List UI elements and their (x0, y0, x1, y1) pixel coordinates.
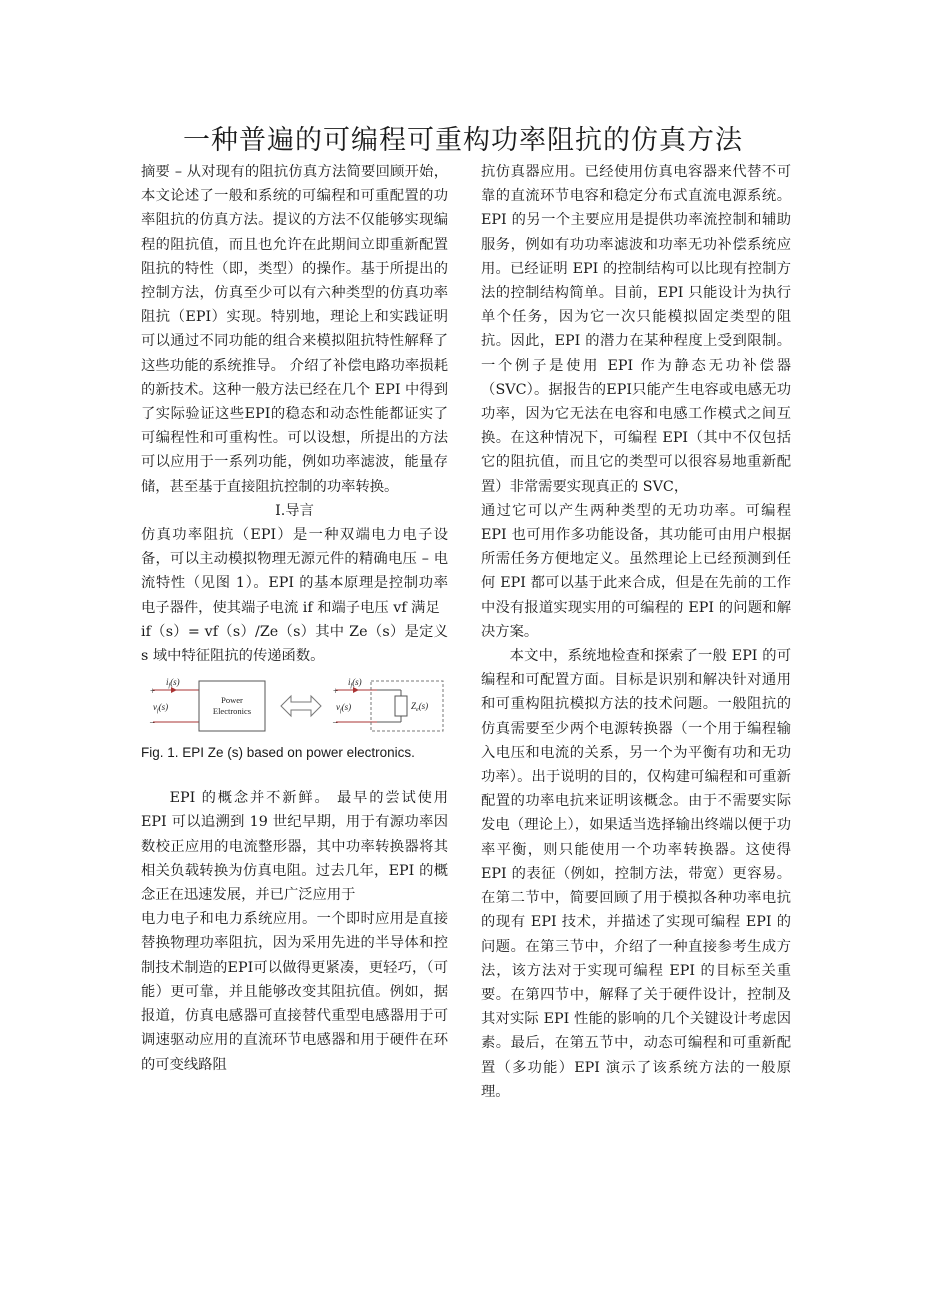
figure-1-caption: Fig. 1. EPI Ze (s) based on power electronics. (141, 745, 415, 761)
figure-left-current-label: $i_f(s)$ (166, 678, 180, 690)
figure-left-minus: – (150, 717, 155, 728)
figure-right-voltage-label: $v_f(s)$ (336, 702, 352, 715)
intro-paragraph-2: if（s）= vf（s）/Ze（s）其中 Ze（s）是定义 s 域中特征阻抗的传递函数。 (141, 623, 448, 665)
paragraph-right-1: 抗仿真器应用。已经使用仿真电容器来代替不可靠的直流环节电容和稳定分布式直流电源系统。EPI 的另一个主要应用是提供功率流控制和辅助服务，例如有功功率滤波和功率无功补偿系统应用。已经证明 EPI 的控制结构可以比现有控制方法的控制结构简单。目前，EPI 只能设计为执行单个任务，因为它一次只能模拟固定类型的阻抗。因此，EPI 的潜力在某种程度上受到限制。一个例子是使用 EPI 作为静态无功补偿器（SVC）。据报告的EPI只能产生电容或电感无功功率，因为它无法在电容和电感工作模式之间互换。在这种情况下，可编程 EPI（其中不仅包括它的阻抗值，而且它的类型可以很容易地重新配置）非常需要实现真正的 SVC， (481, 164, 791, 495)
paragraph-epi-concept: EPI 的概念并不新鲜。 最早的尝试使用 EPI 可以追溯到 19 世纪早期，用于有源功率因数校正应用的电流整形器，其中功率转换器将其相关负载转换为仿真电阻。过去几年，EPI 的概念正在迅速发展，并已广泛应用于 (141, 790, 448, 904)
power-electronics-label-2: Electronics (212, 706, 252, 717)
current-arrow-icon (171, 687, 177, 693)
impedance-element (395, 696, 407, 716)
paragraph-right-2: 通过它可以产生两种类型的无功功率。可编程 EPI 也可用作多功能设备，其功能可由用户根据所需任务方便地定义。虽然理论上已经预测到任何 EPI 都可以基于此来合成，但是在先前的工作中没有报道实现实用的可编程的 EPI 的问题和解决方案。 (481, 502, 791, 640)
paper-title: 一种普遍的可编程可重构功率阻抗的仿真方法 (183, 125, 743, 156)
paragraph-applications: 电力电子和电力系统应用。一个即时应用是直接替换物理功率阻抗，因为采用先进的半导体和控制技术制造的EPI可以做得更紧凑，更轻巧，（可能）更可靠，并且能够改变其阻抗值。例如，据报道，仿真电感器可直接替代重型电感器用于可调速驱动应用的直流环节电感器和用于硬件在环的可变线路阻 (141, 911, 448, 1073)
intro-paragraph-1: 仿真功率阻抗（EPI）是一种双端电力电子设备，可以主动模拟物理无源元件的精确电压 – 电流特性（见图 1）。EPI 的基本原理是控制功率电子器件，使其端子电流 if 和端子电压 vf 满足 (141, 527, 448, 616)
figure-left-plus: + (150, 686, 156, 697)
left-column (141, 160, 448, 1077)
figure-1-diagram (141, 678, 448, 738)
figure-right-minus: – (333, 717, 338, 728)
figure-left-voltage-label: $v_f(s)$ (153, 702, 169, 715)
equivalence-arrow-icon (281, 696, 321, 716)
right-column (481, 160, 791, 1104)
power-electronics-label-1: Power (221, 695, 243, 706)
figure-1 (141, 678, 448, 762)
abstract: 摘要 – 从对现有的阻抗仿真方法简要回顾开始，本文论述了一般和系统的可编程和可重配置的功率阻抗的仿真方法。提议的方法不仅能够实现编程的阻抗值，而且也允许在此期间立即重新配置阻抗的特性（即，类型）的操作。基于所提出的控制方法，仿真至少可以有六种类型的仿真功率阻抗（EPI）实现。特别地，理论上和实践证明可以通过不同功能的组合来模拟阻抗特性解释了这些功能的系统推导。 介绍了补偿电路功率损耗的新技术。这种一般方法已经在几个 EPI 中得到了实际验证这些EPI的稳态和动态性能都证实了可编程性和可重构性。可以设想，所提出的方法可以应用于一系列功能，例如功率滤波，能量存储，甚至基于直接阻抗控制的功率转换。 (141, 164, 448, 495)
impedance-ze-label: $Z_e(s)$ (411, 701, 429, 714)
figure-right-current-label: $i_f(s)$ (348, 678, 362, 690)
figure-right-plus: + (333, 686, 339, 697)
section-heading-introduction: I.导言 (275, 502, 314, 519)
current-arrow-icon (353, 687, 359, 693)
paragraph-right-3: 本文中，系统地检查和探索了一般 EPI 的可编程和可配置方面。目标是识别和解决针对通用和可重构阻抗模拟方法的技术问题。一般阻抗的仿真需要至少两个电源转换器（一个用于编程输入电压和电流的关系，另一个为平衡有功和无功功率）。出于说明的目的，仅构建可编程和可重新配置的功率电抗来证明该概念。由于不需要实际发电（理论上），如果适当选择输出终端以便于功率平衡，则只能使用一个功率转换器。这使得 EPI 的表征（例如，控制方法，带宽）更容易。在第二节中，简要回顾了用于模拟各种功率电抗的现有 EPI 技术，并描述了实现可编程 EPI 的问题。在第三节中，介绍了一种直接参考生成方法，该方法对于实现可编程 EPI 的目标至关重要。在第四节中，解释了关于硬件设计，控制及其对实际 EPI 性能的影响的几个关键设计考虑因素。最后，在第五节中，动态可编程和可重新配置（多功能）EPI 演示了该系统方法的一般原理。 (481, 648, 791, 1100)
